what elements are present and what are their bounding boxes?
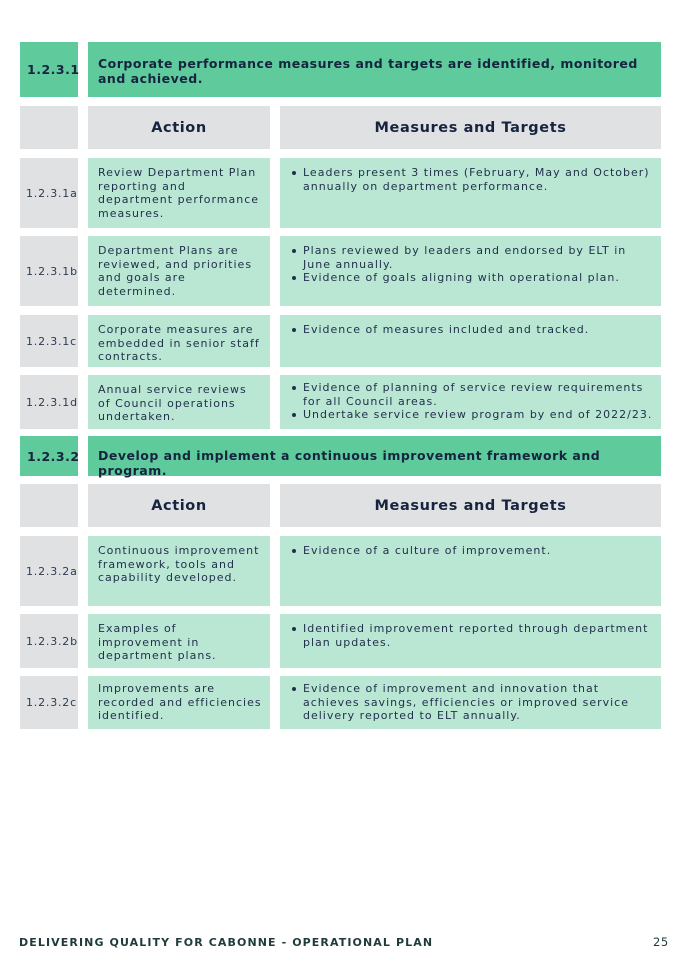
measure-item: Evidence of improvement and innovation that achieves savings, efficiencies or improved service delivery reported to ELT annually. bbox=[290, 682, 653, 723]
row-id: 1.2.3.1b bbox=[20, 236, 78, 306]
measures-column-header: Measures and Targets bbox=[280, 484, 661, 527]
measures-list bbox=[280, 536, 661, 606]
action-text: Review Department Plan reporting and department performance measures. bbox=[88, 158, 270, 228]
measures-list bbox=[280, 236, 661, 306]
row-id: 1.2.3.2b bbox=[20, 614, 78, 668]
measure-item: Plans reviewed by leaders and endorsed by ELT in June annually. bbox=[290, 244, 653, 271]
measure-item: Evidence of measures included and tracked. bbox=[290, 323, 653, 337]
measures-list bbox=[280, 315, 661, 367]
section-id: 1.2.3.1 bbox=[20, 42, 78, 97]
measure-item: Identified improvement reported through department plan updates. bbox=[290, 622, 653, 649]
measures-column-header: Measures and Targets bbox=[280, 106, 661, 149]
action-text: Continuous improvement framework, tools and capability developed. bbox=[88, 536, 270, 606]
row-id: 1.2.3.2a bbox=[20, 536, 78, 606]
row-id: 1.2.3.1d bbox=[20, 375, 78, 429]
row-id: 1.2.3.2c bbox=[20, 676, 78, 729]
measure-item: Evidence of goals aligning with operational plan. bbox=[290, 271, 653, 285]
measure-item: Undertake service review program by end of 2022/23. bbox=[290, 408, 653, 422]
page-number: 25 bbox=[653, 935, 669, 949]
measure-item: Evidence of planning of service review requirements for all Council areas. bbox=[290, 381, 653, 408]
action-text: Department Plans are reviewed, and priorities and goals are determined. bbox=[88, 236, 270, 306]
header-blank-cell bbox=[20, 106, 78, 149]
row-id: 1.2.3.1a bbox=[20, 158, 78, 228]
action-column-header: Action bbox=[88, 484, 270, 527]
footer-title: DELIVERING QUALITY FOR CABONNE - OPERATIONAL PLAN bbox=[19, 936, 434, 949]
action-text: Improvements are recorded and efficiencies identified. bbox=[88, 676, 270, 729]
measure-item: Evidence of a culture of improvement. bbox=[290, 544, 653, 558]
header-blank-cell bbox=[20, 484, 78, 527]
measures-list bbox=[280, 614, 661, 668]
row-id: 1.2.3.1c bbox=[20, 315, 78, 367]
measures-list bbox=[280, 375, 661, 429]
action-text: Examples of improvement in department plans. bbox=[88, 614, 270, 668]
measure-item: Leaders present 3 times (February, May and October) annually on department performance. bbox=[290, 166, 653, 193]
measures-list bbox=[280, 158, 661, 228]
measures-list bbox=[280, 676, 661, 729]
section-title: Corporate performance measures and targets are identified, monitored and achieved. bbox=[88, 42, 661, 97]
action-column-header: Action bbox=[88, 106, 270, 149]
action-text: Corporate measures are embedded in senior staff contracts. bbox=[88, 315, 270, 367]
section-id: 1.2.3.2 bbox=[20, 436, 78, 476]
action-text: Annual service reviews of Council operations undertaken. bbox=[88, 375, 270, 429]
section-title: Develop and implement a continuous improvement framework and program. bbox=[88, 436, 661, 476]
